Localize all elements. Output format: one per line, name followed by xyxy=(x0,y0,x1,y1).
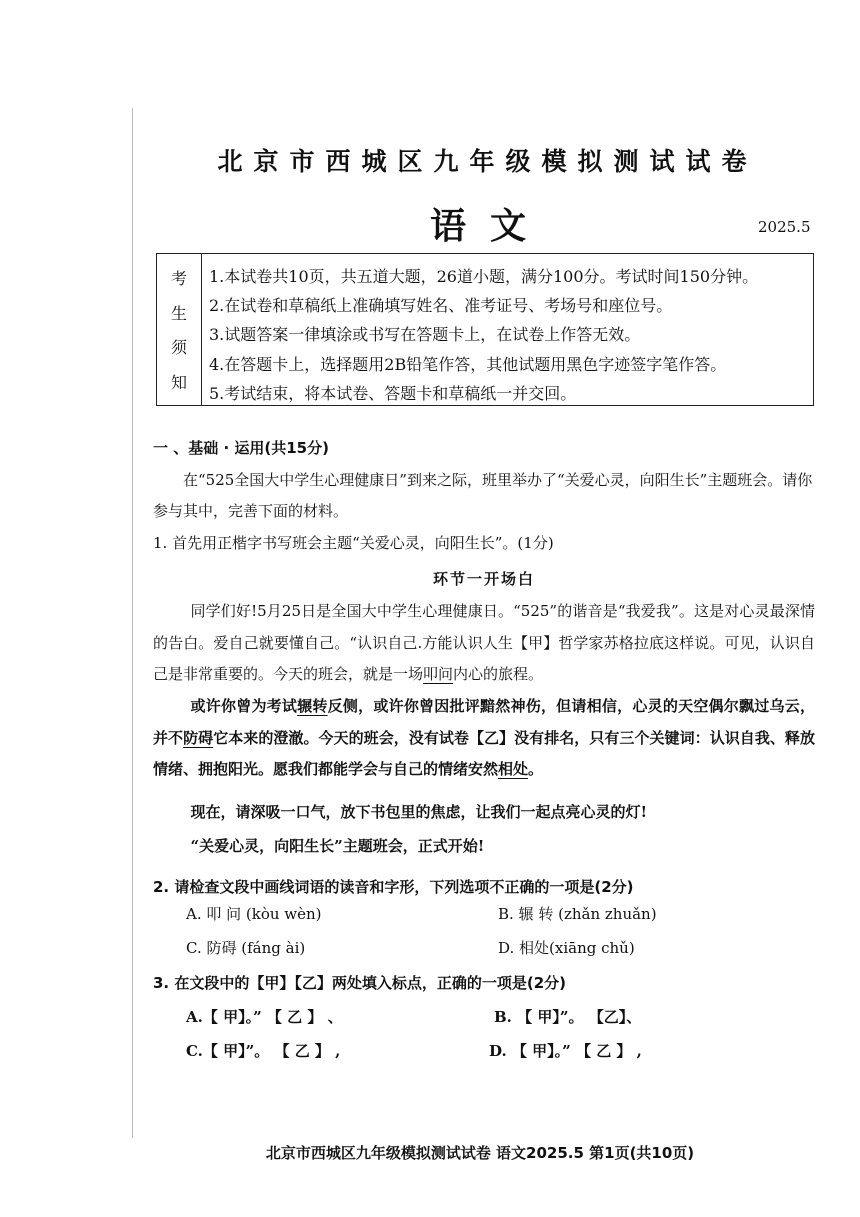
part-heading: 环节一开场白 xyxy=(432,570,535,588)
exam-date: 2025.5 xyxy=(758,218,811,236)
q2-option-c: C. 防碍 (fáng ài) xyxy=(186,939,306,957)
text-run: 同学们好!5月25日是全国大中学生心理健康日。“525”的谐音是“我爱我”。这是对心灵最深情的告白。爱自己就要懂自己。“认识自己.方能认识人生【甲】哲学家苏格拉底这样说。可见，认识自己是非常重要的。今天的班会，就是一场 xyxy=(153,602,815,683)
section-heading: 一 、基础 · 运用(共15分) xyxy=(153,439,329,457)
exam-title: 北京市西城区九年级模拟测试试卷 xyxy=(217,147,758,176)
opening-paragraph-3: 现在，请深吸一口气，放下书包里的焦虑，让我们一起点亮心灵的灯! xyxy=(190,803,648,821)
page-footer: 北京市西城区九年级模拟测试试卷 语文2025.5 第1页(共10页) xyxy=(265,1144,695,1162)
notice-label-char: 考 xyxy=(170,268,187,288)
underlined-word: 防碍 xyxy=(183,728,214,747)
exam-notice-box xyxy=(156,253,814,406)
subject-title: 语文 xyxy=(430,205,551,247)
binding-line xyxy=(132,108,133,1138)
notice-item: 2.在试卷和草稿纸上准确填写姓名、准考证号、考场号和座位号。 xyxy=(209,296,673,316)
underlined-word: 叩问 xyxy=(423,665,454,683)
opening-paragraph-4: “关爱心灵，向阳生长”主题班会，正式开始! xyxy=(190,837,485,855)
q3-option-a: A.【 甲】。” 【 乙 】 、 xyxy=(186,1008,343,1026)
text-run: 或许你曾为考试 xyxy=(190,697,298,715)
notice-label xyxy=(157,254,202,405)
notice-item: 1.本试卷共10页，共五道大题，26道小题，满分100分。考试时间150分钟。 xyxy=(209,267,759,286)
notice-label-char: 知 xyxy=(170,373,187,393)
text-run: 内心的旅程。 xyxy=(453,665,544,683)
question-3: 3. 在文段中的【甲】【乙】两处填入标点，正确的一项是(2分) xyxy=(153,974,567,992)
notice-label-char: 须 xyxy=(170,338,187,358)
notice-label-char: 生 xyxy=(170,303,187,323)
q3-option-b: B. 【 甲】”。 【乙】、 xyxy=(494,1008,642,1026)
notice-item: 5.考试结束，将本试卷、答题卡和草稿纸一并交回。 xyxy=(209,383,577,403)
question-1: 1. 首先用正楷字书写班会主题“关爱心灵，向阳生长”。(1分) xyxy=(153,534,554,552)
notice-item: 4.在答题卡上，选择题用2B铅笔作答，其他试题用黑色字迹签字笔作答。 xyxy=(209,354,727,374)
underlined-word: 辗转 xyxy=(297,697,328,715)
opening-paragraph-2 xyxy=(153,691,815,786)
text-run: 它本来的澄澈。今天的班会，没有试卷【乙】没有排名，只有三个关键词：认识自我、释放情绪、拥抱阳光。愿我们都能学会与自己的情绪安然 xyxy=(153,728,815,778)
question-2: 2. 请检查文段中画线词语的读音和字形，下列选项不正确的一项是(2分) xyxy=(153,878,634,896)
q2-option-a: A. 叩 问 (kòu wèn) xyxy=(186,905,322,923)
q2-option-b: B. 辗 转 (zhǎn zhuǎn) xyxy=(498,905,657,923)
text-run: 。 xyxy=(528,760,544,778)
section-intro: 在“525全国大中学生心理健康日”到来之际，班里举办了“关爱心灵，向阳生长”主题班会。请你参与其中，完善下面的材料。 xyxy=(153,471,813,520)
q3-option-c: C.【 甲】”。 【 乙 】 , xyxy=(186,1042,341,1060)
underlined-word: 相处 xyxy=(498,760,529,778)
notice-items xyxy=(202,254,813,405)
q2-option-d: D. 相处(xiāng chǔ) xyxy=(498,939,635,957)
opening-paragraph-1 xyxy=(153,596,815,691)
text-run: 反侧，或许你曾因批评黯然神伤，但请相信，心灵的天空偶尔飘过乌云，并不 xyxy=(153,697,815,747)
notice-item: 3.试题答案一律填涂或书写在答题卡上，在试卷上作答无效。 xyxy=(209,325,641,345)
q3-option-d: D. 【 甲】。” 【 乙 】 , xyxy=(489,1042,642,1060)
